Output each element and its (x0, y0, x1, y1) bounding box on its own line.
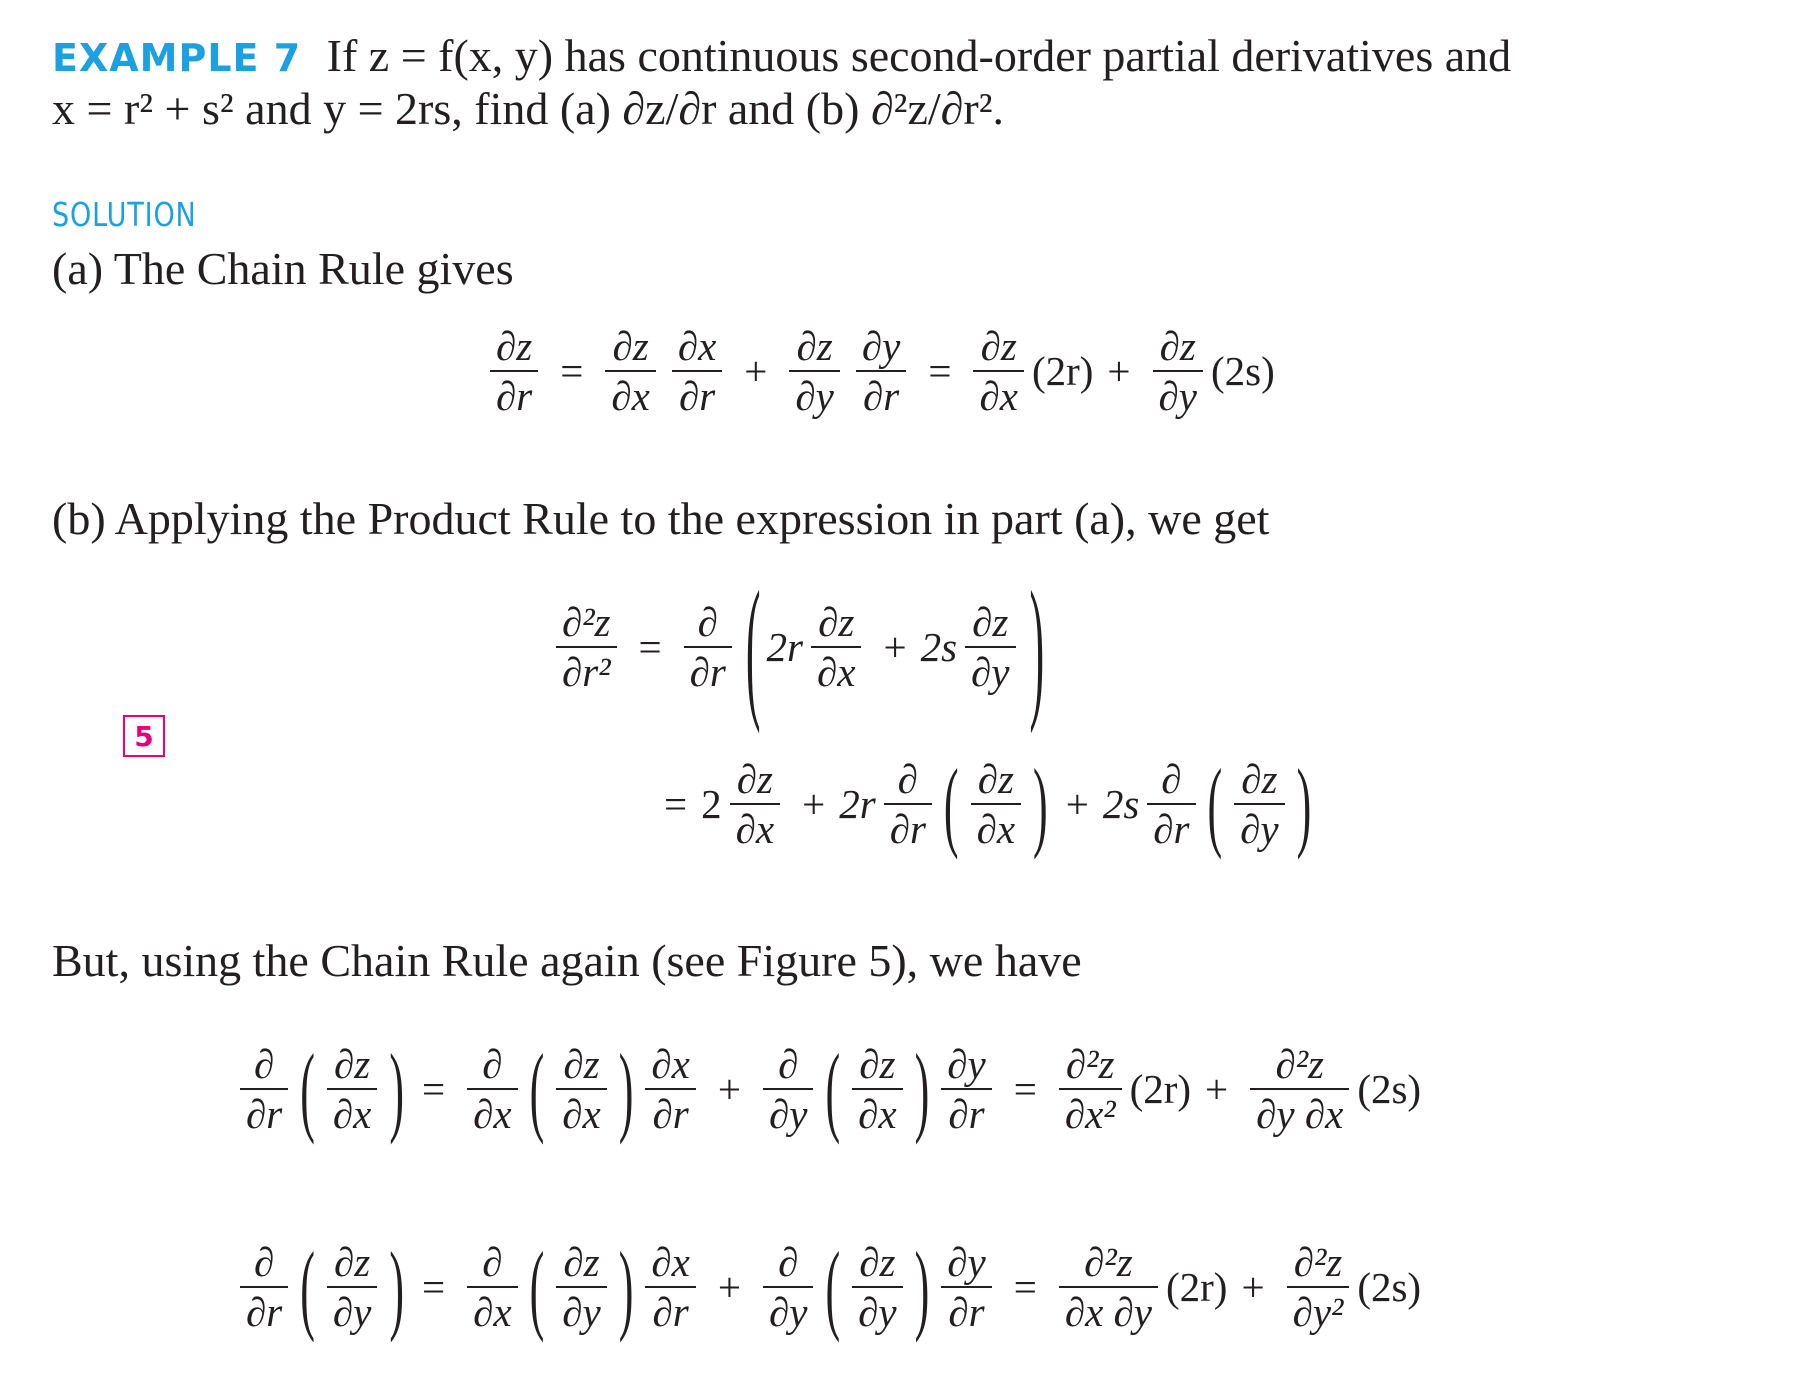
fraction-denominator: ∂y (1158, 373, 1197, 420)
solution-heading (52, 195, 228, 234)
fraction-numerator: ∂z (796, 323, 833, 369)
math-operator: + (1107, 348, 1131, 395)
fraction-denominator: ∂y² (1292, 1289, 1344, 1336)
fraction-numerator: ∂ (253, 1041, 275, 1087)
fraction-denominator: ∂r² (562, 649, 611, 696)
example-statement-line1: If z = f(x, y) has continuous second-order partial derivatives and (326, 30, 1512, 81)
equation-chain-dy (232, 1231, 1422, 1344)
fraction (672, 322, 722, 421)
math-symbol: 2r (766, 624, 803, 671)
example-statement-line2: x = r² + s² and y = 2rs, find (a) ∂z/∂r and (b) ∂²z/∂r². (52, 83, 1005, 134)
math-parenthesis: ) (1029, 559, 1045, 736)
fraction-numerator: ∂ (778, 1041, 799, 1087)
fraction-denominator: ∂r (678, 373, 716, 420)
fraction (1059, 1040, 1122, 1139)
fraction (556, 598, 617, 697)
fraction (965, 598, 1015, 697)
fraction-numerator: ∂ (482, 1239, 503, 1285)
fraction-denominator: ∂y (768, 1289, 808, 1336)
fraction-numerator: ∂ (1161, 756, 1182, 802)
fraction-numerator: ∂ (253, 1239, 275, 1285)
math-symbol: (2r) (1031, 348, 1094, 395)
fraction-denominator: ∂y (332, 1289, 372, 1336)
fraction (605, 322, 655, 421)
fraction (556, 1238, 606, 1337)
math-operator: + (1241, 1264, 1265, 1311)
math-operator: + (883, 624, 907, 671)
fraction-denominator: ∂x (473, 1091, 512, 1138)
fraction-denominator: ∂r (948, 1091, 985, 1138)
math-operator: = (560, 348, 584, 395)
fraction-denominator: ∂r (246, 1091, 283, 1138)
math-symbol: (2s) (1357, 1264, 1422, 1311)
math-parenthesis: ) (1296, 748, 1312, 861)
example-label: EXAMPLE 7 (52, 36, 302, 80)
math-symbol: (2s) (1357, 1066, 1422, 1113)
fraction-numerator: ∂z (563, 1239, 600, 1285)
fraction (1250, 1040, 1349, 1139)
math-parenthesis: ) (1033, 748, 1048, 861)
fraction-numerator: ∂y (947, 1041, 986, 1087)
fraction-denominator: ∂x² (1064, 1091, 1116, 1138)
math-parenthesis: ( (825, 1033, 841, 1146)
fraction (467, 1238, 517, 1337)
fraction-denominator: ∂r (652, 1091, 689, 1138)
fraction (789, 322, 839, 421)
fraction (856, 322, 906, 421)
fraction-denominator: ∂r (496, 373, 533, 420)
fraction-denominator: ∂x (979, 373, 1018, 420)
math-parenthesis: ) (914, 1231, 930, 1344)
math-parenthesis: ) (618, 1231, 634, 1344)
fraction-numerator: ∂x (651, 1239, 690, 1285)
math-operator: = (422, 1066, 446, 1113)
fraction (467, 1040, 517, 1139)
math-parenthesis: ( (529, 1033, 545, 1146)
fraction-numerator: ∂z (859, 1041, 896, 1087)
fraction (811, 598, 861, 697)
fraction-denominator: ∂y (971, 649, 1010, 696)
fraction-denominator: ∂y (1240, 806, 1279, 853)
fraction-numerator: ∂y (947, 1239, 986, 1285)
fraction-denominator: ∂r (948, 1289, 985, 1336)
fraction (556, 1040, 606, 1139)
fraction-denominator: ∂y (858, 1289, 897, 1336)
fraction-numerator: ∂ (697, 599, 718, 645)
fraction-numerator: ∂z (977, 756, 1014, 802)
fraction (763, 1238, 813, 1337)
fraction (327, 1040, 377, 1139)
fraction-numerator: ∂z (1241, 756, 1278, 802)
math-parenthesis: ( (529, 1231, 545, 1344)
fraction-numerator: ∂x (651, 1041, 690, 1087)
fraction-denominator: ∂x (332, 1091, 372, 1138)
math-symbol: 2 (701, 781, 722, 828)
math-operator: + (717, 1264, 741, 1311)
fraction-numerator: ∂z (496, 323, 533, 369)
fraction-denominator: ∂x (735, 806, 775, 853)
fraction (852, 1040, 902, 1139)
fraction-denominator: ∂x (976, 806, 1016, 853)
math-operator: = (422, 1264, 446, 1311)
fraction (327, 1238, 377, 1337)
equation-part-a (482, 322, 1275, 421)
math-operator: = (638, 624, 662, 671)
fraction-denominator: ∂x ∂y (1064, 1289, 1152, 1336)
fraction (852, 1238, 902, 1337)
fraction (730, 755, 780, 854)
math-operator: + (1205, 1066, 1229, 1113)
fraction (1153, 322, 1203, 421)
fraction (1059, 1238, 1158, 1337)
math-parenthesis: ( (300, 1033, 315, 1146)
fraction (1234, 755, 1284, 854)
example-header-line1 (52, 30, 1511, 83)
fraction-numerator: ∂²z (562, 599, 611, 645)
fraction (941, 1040, 991, 1139)
fraction-denominator: ∂y (562, 1289, 601, 1336)
math-operator: = (1013, 1066, 1037, 1113)
fraction-denominator: ∂x (816, 649, 856, 696)
fraction-numerator: ∂z (972, 599, 1009, 645)
fraction-denominator: ∂r (863, 373, 900, 420)
math-parenthesis: ( (300, 1231, 315, 1344)
fraction-numerator: ∂ (778, 1239, 799, 1285)
fraction-denominator: ∂y (768, 1091, 808, 1138)
math-parenthesis: ( (1207, 748, 1223, 861)
fraction-numerator: ∂z (980, 323, 1017, 369)
fraction-denominator: ∂r (246, 1289, 283, 1336)
fraction (971, 755, 1021, 854)
equation-part-b-line1 (548, 559, 1050, 736)
fraction (1147, 755, 1195, 854)
math-parenthesis: ) (389, 1033, 404, 1146)
fraction-numerator: ∂y (861, 323, 901, 369)
fraction-denominator: ∂x (611, 373, 650, 420)
fraction-numerator: ∂x (677, 323, 717, 369)
math-symbol: 2r (839, 781, 876, 828)
math-symbol: (2r) (1129, 1066, 1192, 1113)
fraction-numerator: ∂²z (1275, 1041, 1324, 1087)
equation-chain-dx (232, 1033, 1422, 1146)
fraction-numerator: ∂²z (1065, 1041, 1115, 1087)
fraction-numerator: ∂z (612, 323, 649, 369)
fraction (884, 755, 932, 854)
math-symbol: 2s (1102, 781, 1140, 828)
solution-label: SOLUTION (52, 195, 197, 234)
fraction (684, 598, 732, 697)
math-parenthesis: ) (914, 1033, 930, 1146)
fraction-denominator: ∂r (689, 649, 726, 696)
fraction (645, 1040, 695, 1139)
math-symbol: 2s (920, 624, 958, 671)
math-operator: = (1013, 1264, 1037, 1311)
math-operator: + (1065, 781, 1089, 828)
part-b-intro: (b) Applying the Product Rule to the expression in part (a), we get (52, 493, 1270, 544)
fraction-denominator: ∂r (652, 1289, 689, 1336)
fraction-numerator: ∂z (563, 1041, 600, 1087)
math-operator: + (802, 781, 826, 828)
equation-part-b-line2 (650, 748, 1315, 861)
math-operator: = (664, 781, 688, 828)
fraction-numerator: ∂²z (1084, 1239, 1133, 1285)
fraction-numerator: ∂z (1159, 323, 1196, 369)
fraction (941, 1238, 991, 1337)
fraction-numerator: ∂²z (1293, 1239, 1343, 1285)
math-parenthesis: ( (943, 748, 959, 861)
fraction (973, 322, 1023, 421)
fraction-numerator: ∂ (482, 1041, 503, 1087)
math-operator: + (744, 348, 768, 395)
fraction-denominator: ∂y (795, 373, 834, 420)
math-symbol: (2r) (1165, 1264, 1228, 1311)
fraction-denominator: ∂r (889, 806, 926, 853)
fraction-denominator: ∂x (473, 1289, 512, 1336)
equation-number-badge: 5 (123, 715, 165, 757)
math-parenthesis: ) (389, 1231, 404, 1344)
math-operator: = (928, 348, 952, 395)
math-parenthesis: ) (618, 1033, 634, 1146)
fraction-denominator: ∂y ∂x (1256, 1091, 1344, 1138)
fraction (645, 1238, 695, 1337)
fraction-numerator: ∂z (818, 599, 855, 645)
fraction (240, 1238, 288, 1337)
fraction-denominator: ∂r (1153, 806, 1190, 853)
fraction-numerator: ∂z (859, 1239, 896, 1285)
math-parenthesis: ( (825, 1231, 841, 1344)
part-a-intro: (a) The Chain Rule gives (52, 243, 514, 294)
fraction (763, 1040, 813, 1139)
fraction-denominator: ∂x (858, 1091, 897, 1138)
math-parenthesis: ( (745, 559, 761, 736)
fraction (1287, 1238, 1350, 1337)
fraction (240, 1040, 288, 1139)
chain-rule-again-intro: But, using the Chain Rule again (see Figure 5), we have (52, 935, 1082, 986)
fraction-numerator: ∂z (334, 1041, 371, 1087)
math-symbol: (2s) (1211, 348, 1275, 395)
fraction-numerator: ∂ (897, 756, 918, 802)
math-operator: + (717, 1066, 741, 1113)
fraction (490, 322, 538, 421)
fraction-numerator: ∂z (736, 756, 773, 802)
fraction-numerator: ∂z (334, 1239, 371, 1285)
fraction-denominator: ∂x (562, 1091, 601, 1138)
